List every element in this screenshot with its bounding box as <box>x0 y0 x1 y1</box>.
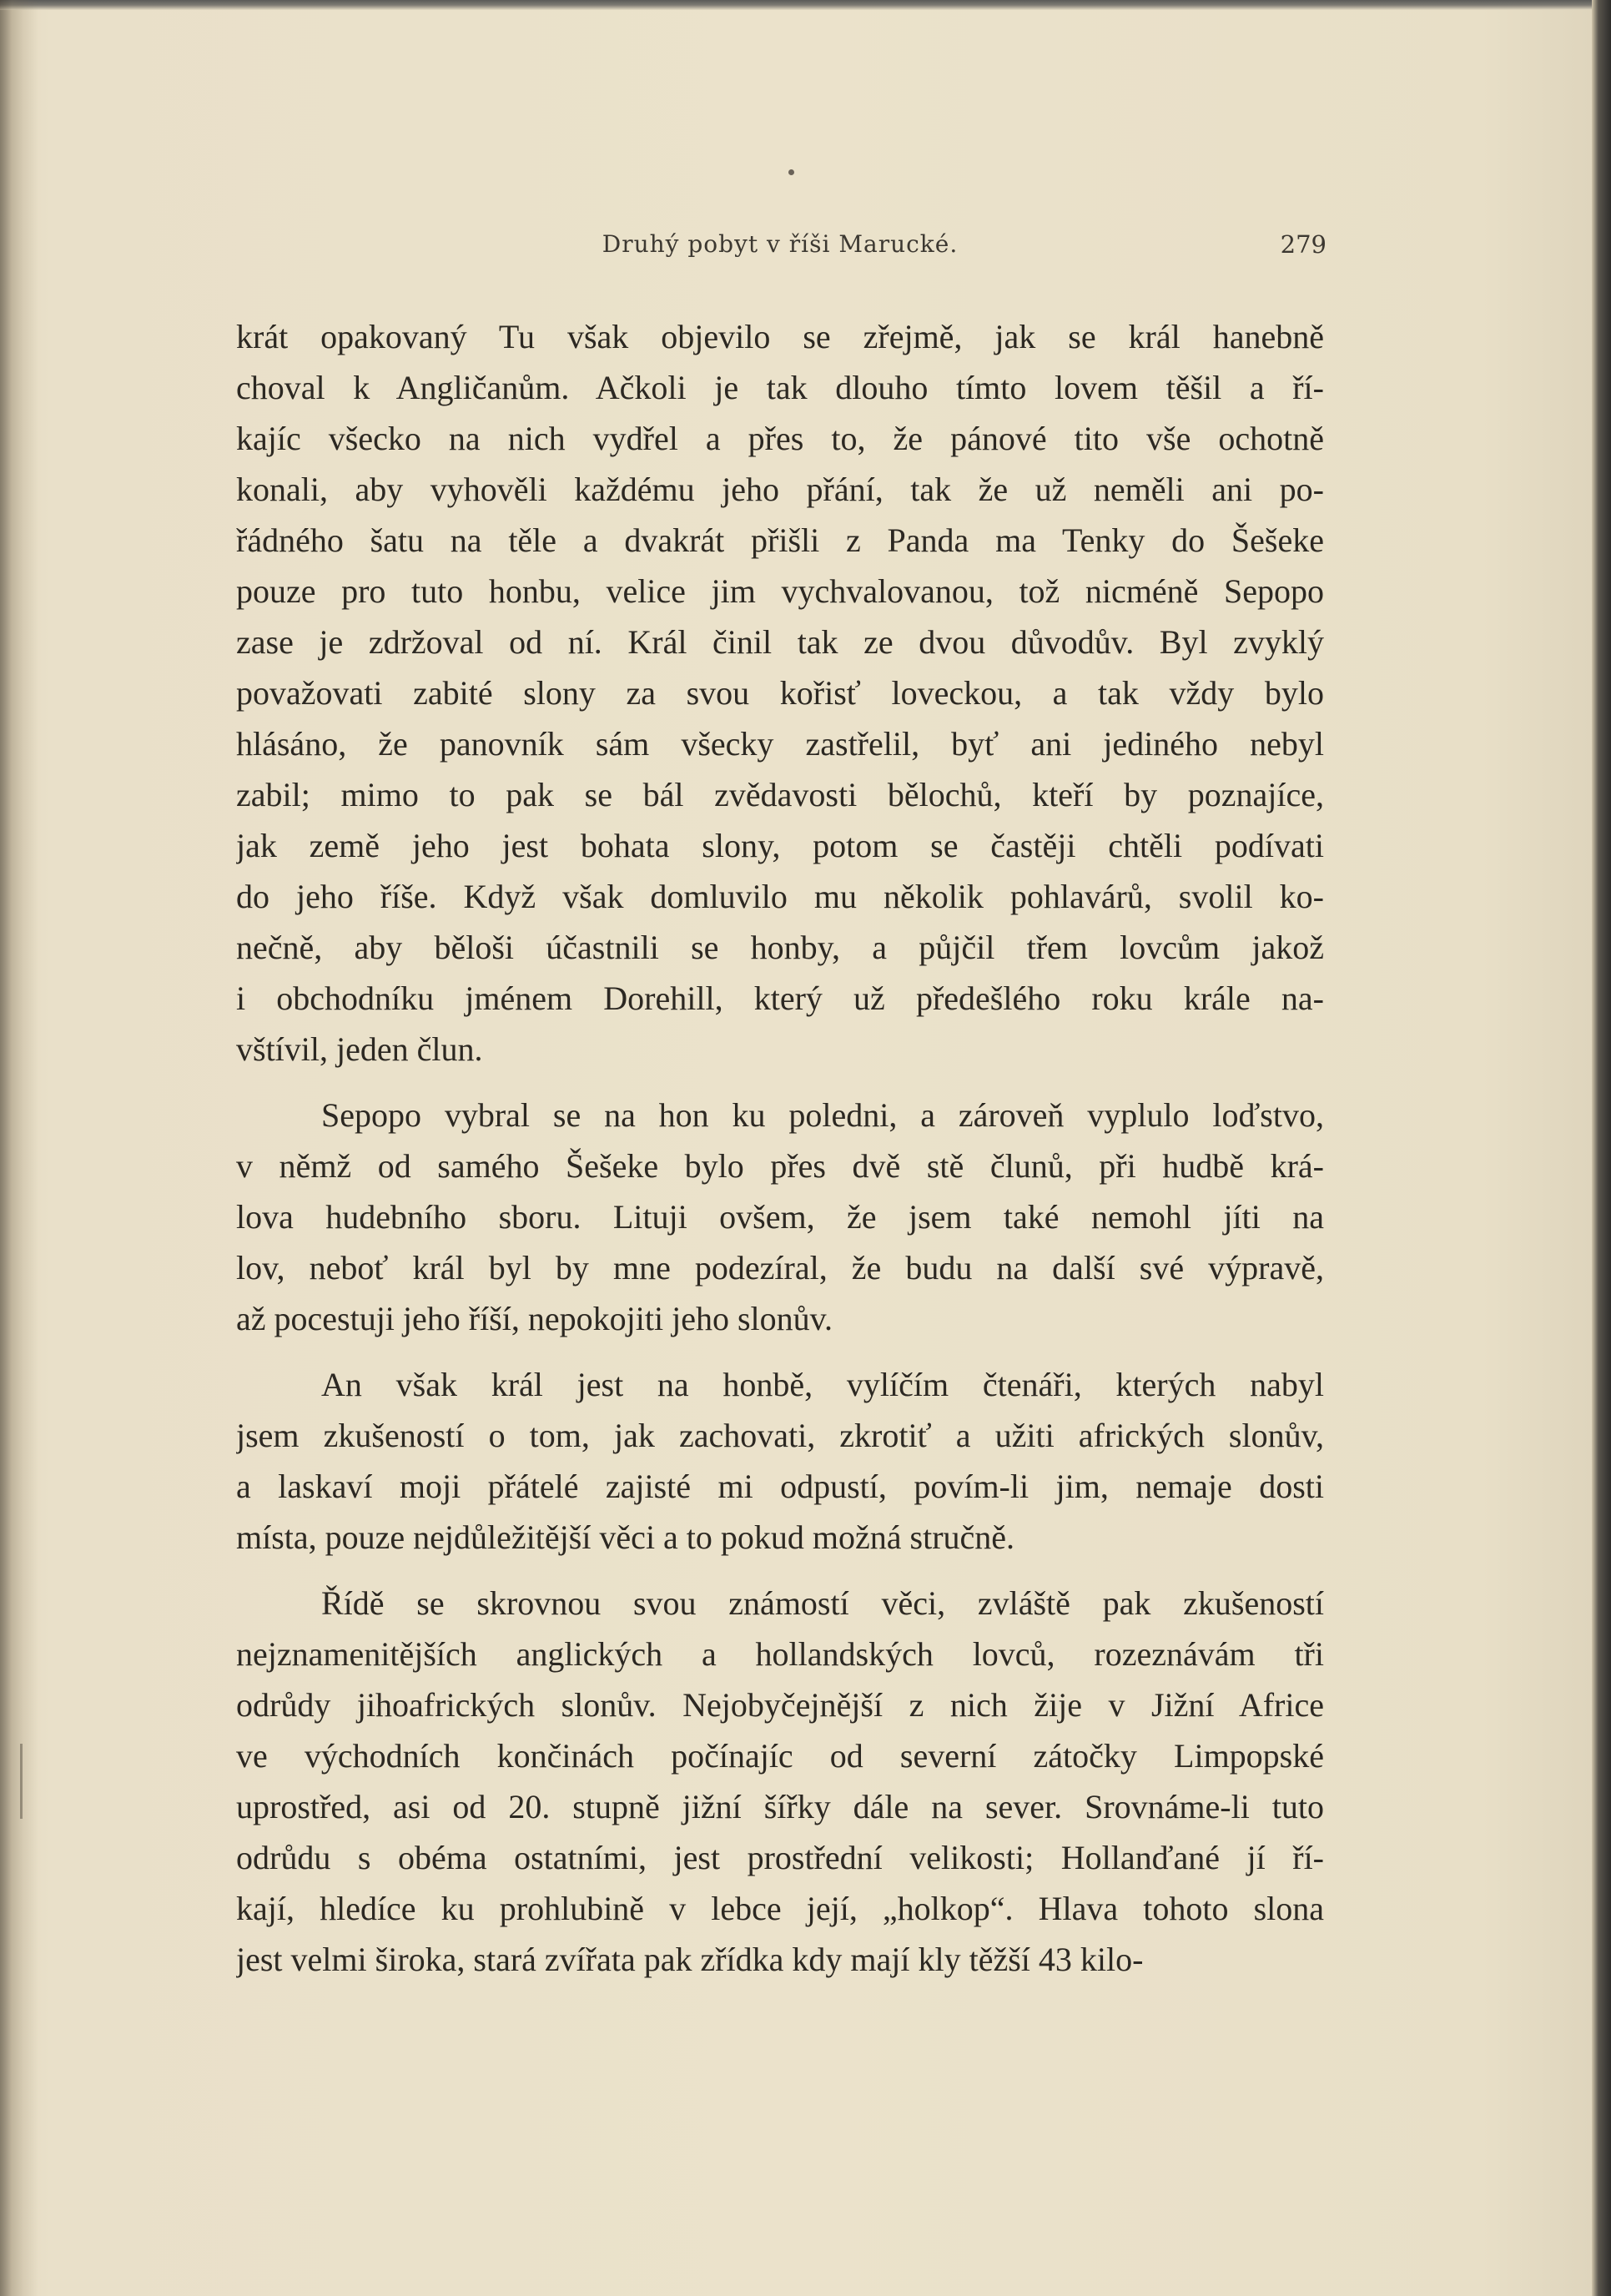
ink-speck <box>788 169 794 175</box>
text-line: kajíc všecko na nich vydřel a přes to, že pánové tito vše ochotně <box>236 420 1324 457</box>
text-line: krát opakovaný Tu však objevilo se zřejmě, jak se král hanebně <box>236 318 1324 355</box>
paragraph <box>236 1578 1324 1985</box>
text-line: a laskaví moji přátelé zajisté mi odpustí, povím-li jim, nemaje dosti <box>236 1468 1324 1505</box>
text-line: jest velmi široka, stará zvířata pak zřídka kdy mají kly těžší 43 kilo- <box>236 1941 1144 1978</box>
text-line: nečně, aby běloši účastnili se honby, a půjčil třem lovcům jakož <box>236 929 1324 966</box>
text-line: místa, pouze nejdůležitější věci a to pokud možná stručně. <box>236 1518 1015 1556</box>
text-line: konali, aby vyhověli každému jeho přání, tak že už neměli ani po- <box>236 471 1324 508</box>
text-line: vštívil, jeden člun. <box>236 1030 483 1068</box>
text-line: až pocestuji jeho říší, nepokojiti jeho slonův. <box>236 1300 833 1337</box>
page-right-edge <box>1592 0 1611 2296</box>
text-line: uprostřed, asi od 20. stupně jižní šířky dále na sever. Srovnáme-li tuto <box>236 1788 1324 1825</box>
running-head <box>234 230 1327 272</box>
text-line: hlásáno, že panovník sám všecky zastřelil, byť ani jediného nebyl <box>236 725 1324 763</box>
text-line: ve východních končinách počínajíc od severní zátočky Limpopské <box>236 1737 1324 1775</box>
paragraph <box>236 311 1324 1075</box>
text-line: jak země jeho jest bohata slony, potom se častěji chtěli podívati <box>236 827 1324 864</box>
binding-shadow <box>0 0 38 2296</box>
text-line: do jeho říše. Když však domluvilo mu několik pohlavárů, svolil ko- <box>236 878 1324 915</box>
text-line: Řídě se skrovnou svou známostí věci, zvláště pak zkušeností <box>321 1584 1324 1622</box>
page-number: 279 <box>1280 230 1327 259</box>
text-line: jsem zkušeností o tom, jak zachovati, zkrotiť a užiti afrických slonův, <box>236 1417 1324 1454</box>
text-line: An však král jest na honbě, vylíčím čtenáři, kterých nabyl <box>321 1366 1324 1403</box>
text-line: odrůdu s obéma ostatními, jest prostřední velikosti; Hollanďané jí ří- <box>236 1839 1324 1876</box>
text-line: i obchodníku jménem Dorehill, který už předešlého roku krále na- <box>236 979 1324 1017</box>
page-top-edge <box>0 0 1611 10</box>
body-text <box>236 311 1324 1985</box>
text-line: Sepopo vybral se na hon ku poledni, a zároveň vyplulo loďstvo, <box>321 1096 1324 1134</box>
text-line: odrůdy jihoafrických slonův. Nejobyčejnější z nich žije v Jižní Africe <box>236 1686 1324 1724</box>
text-line: zase je zdržoval od ní. Král činil tak ze dvou důvodův. Byl zvyklý <box>236 623 1324 661</box>
running-title: Druhý pobyt v říši Marucké. <box>602 230 959 258</box>
text-line: kají, hledíce ku prohlubině v lebce její, „holkop“. Hlava tohoto slona <box>236 1890 1324 1927</box>
text-line: zabil; mimo to pak se bál zvědavosti bělochů, kteří by poznajíce, <box>236 776 1324 813</box>
text-line: pouze pro tuto honbu, velice jim vychvalovanou, tož nicméně Sepopo <box>236 572 1324 610</box>
text-line: nejznamenitějších anglických a hollandských lovců, rozeznávám tři <box>236 1635 1324 1673</box>
text-line: lova hudebního sboru. Lituji ovšem, že jsem také nemohl jíti na <box>236 1198 1324 1236</box>
text-line: považovati zabité slony za svou kořisť loveckou, a tak vždy bylo <box>236 674 1324 712</box>
text-line: v němž od samého Šešeke bylo přes dvě stě člunů, při hudbě krá- <box>236 1147 1324 1185</box>
margin-mark <box>20 1744 23 1819</box>
text-line: choval k Angličanům. Ačkoli je tak dlouho tímto lovem těšil a ří- <box>236 369 1324 406</box>
paragraph <box>236 1090 1324 1344</box>
paragraph <box>236 1359 1324 1563</box>
text-line: lov, neboť král byl by mne podezíral, že budu na další své výpravě, <box>236 1249 1324 1286</box>
text-line: řádného šatu na těle a dvakrát přišli z Panda ma Tenky do Šešeke <box>236 521 1324 559</box>
